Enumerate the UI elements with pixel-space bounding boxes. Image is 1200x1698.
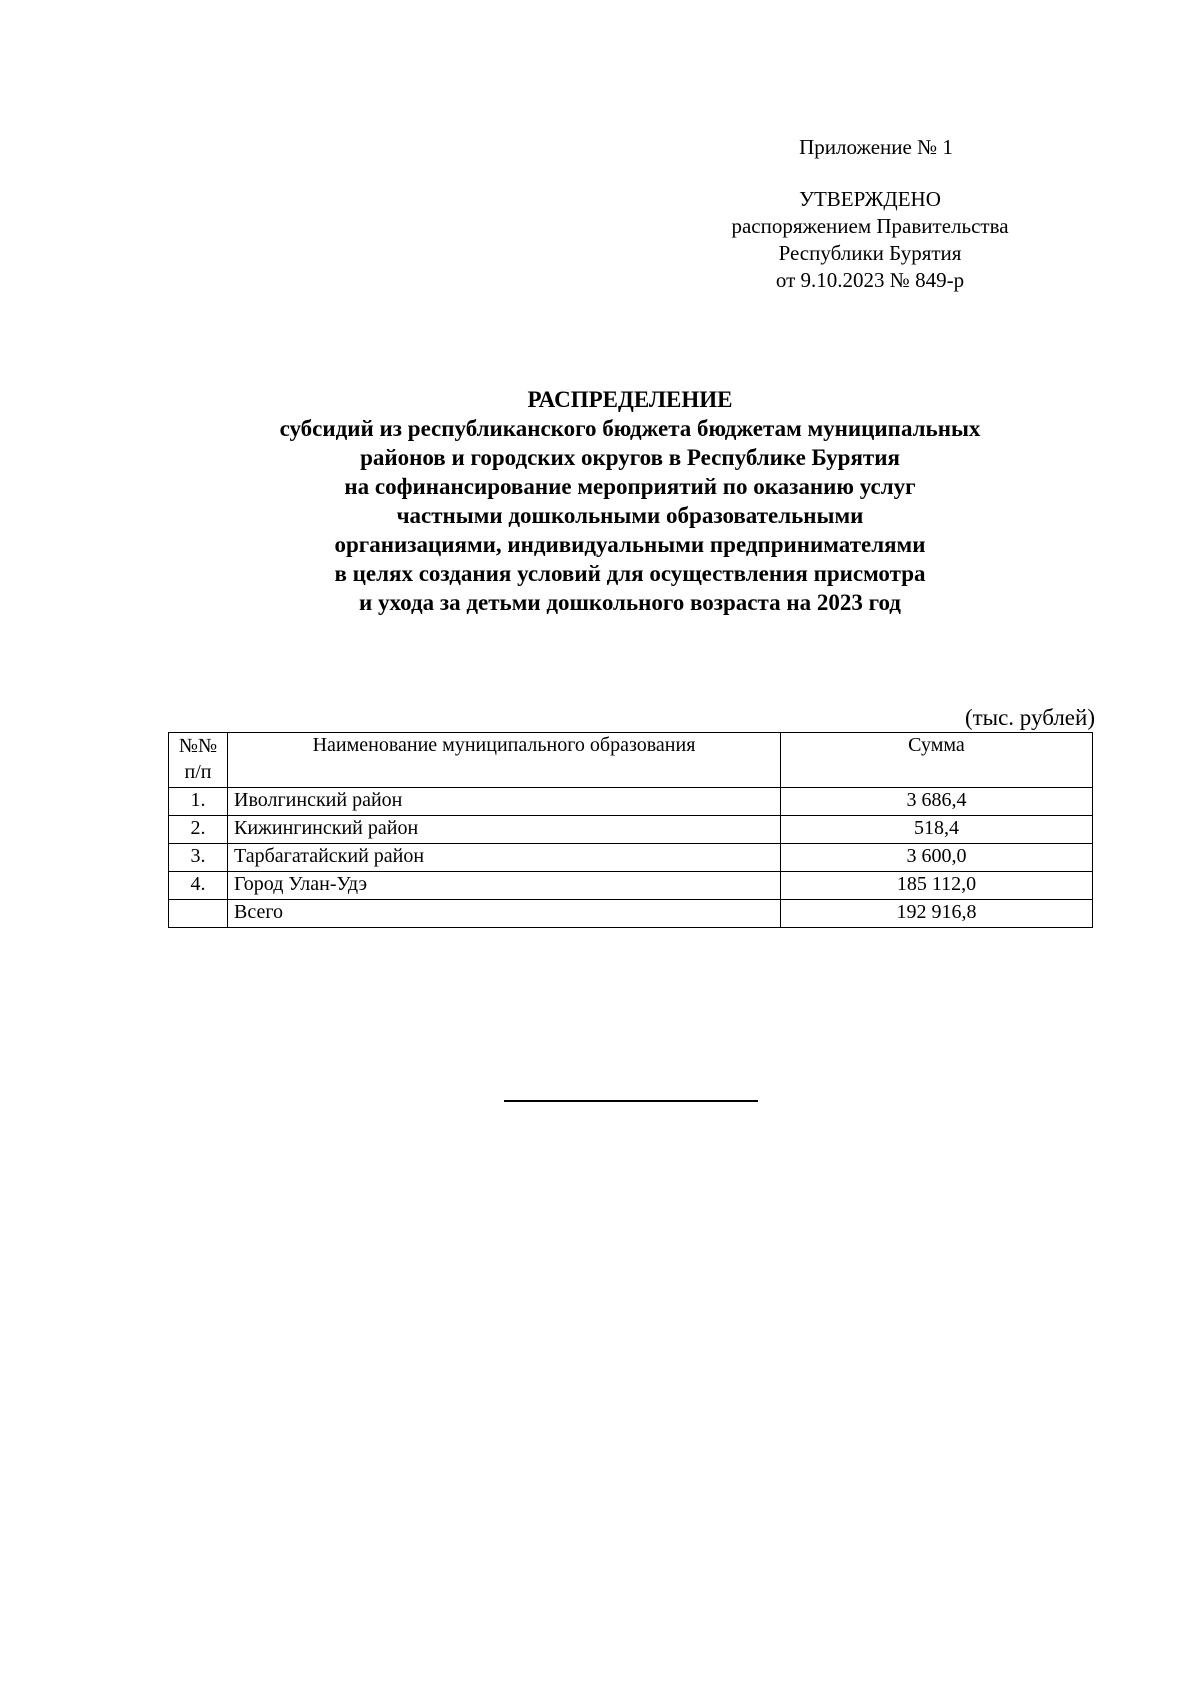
approval-line: от 9.10.2023 № 849-р — [775, 268, 965, 292]
approval-line: Республики Бурятия — [778, 241, 962, 265]
table-row — [169, 872, 1093, 900]
units-label: (тыс. рублей) — [964, 705, 1095, 730]
title-line: и ухода за детьми дошкольного возраста на 2023 год — [359, 590, 901, 615]
document-title — [150, 385, 1110, 617]
table-header-row — [169, 733, 1093, 788]
title-heading: РАСПРЕДЕЛЕНИЕ — [527, 387, 733, 412]
row-num — [169, 900, 228, 928]
approval-line: УТВЕРЖДЕНО — [799, 187, 941, 211]
row-name: Иволгинский район — [228, 788, 781, 816]
row-name: Кижингинский район — [228, 816, 781, 844]
table-row — [169, 816, 1093, 844]
title-line: районов и городских округов в Республике Бурятия — [360, 445, 900, 470]
header-num — [169, 733, 228, 788]
table-total-row — [169, 900, 1093, 928]
row-num: 4. — [169, 872, 228, 900]
row-sum: 3 600,0 — [781, 844, 1093, 872]
row-sum: 518,4 — [781, 816, 1093, 844]
distribution-table — [168, 732, 1093, 928]
header-name: Наименование муниципального образования — [228, 733, 781, 788]
header-num-line1: №№ — [178, 735, 218, 757]
row-name: Тарбагатайский район — [228, 844, 781, 872]
title-line: частными дошкольными образовательными — [396, 503, 864, 528]
appendix-label: Приложение № 1 — [799, 135, 953, 159]
approval-line: распоряжением Правительства — [731, 214, 1009, 238]
title-line: в целях создания условий для осуществления присмотра — [334, 561, 926, 586]
table-row — [169, 844, 1093, 872]
header-num-line2: п/п — [184, 761, 212, 783]
row-sum: 192 916,8 — [781, 900, 1093, 928]
row-num: 2. — [169, 816, 228, 844]
row-num: 1. — [169, 788, 228, 816]
row-name: Город Улан-Удэ — [228, 872, 781, 900]
title-line: организациями, индивидуальными предпринимателями — [334, 532, 926, 557]
table-row — [169, 788, 1093, 816]
row-sum: 3 686,4 — [781, 788, 1093, 816]
header-sum: Сумма — [781, 733, 1093, 788]
end-divider — [504, 1100, 758, 1102]
row-name: Всего — [228, 900, 781, 928]
title-line: на софинансирование мероприятий по оказанию услуг — [344, 474, 916, 499]
row-sum: 185 112,0 — [781, 872, 1093, 900]
row-num: 3. — [169, 844, 228, 872]
title-line: субсидий из республиканского бюджета бюджетам муниципальных — [279, 416, 981, 441]
approval-block — [690, 186, 1050, 294]
